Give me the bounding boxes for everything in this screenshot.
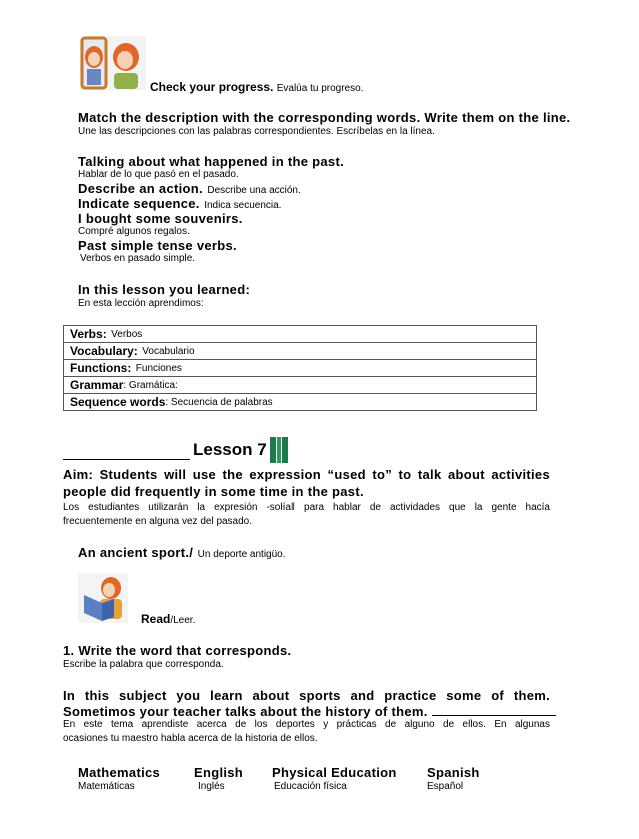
desc-5: Past simple tense verbs. [78,238,237,253]
subject-mathematics: Mathematics [78,765,161,780]
read-label [141,612,195,626]
exercise-title: 1. Write the word that corresponds. [63,643,292,658]
summary-value: Verbos [111,328,143,340]
desc-3-en: Indicate sequence. [78,196,200,211]
summary-value: : Secuencia de palabras [165,396,273,408]
subject-spanish: Spanish [427,765,480,780]
reading-girl-picture [78,573,128,623]
question-es-line-2: ocasiones tu maestro habla acerca de la historia de ellos. [63,733,318,744]
summary-value: Funciones [135,362,182,374]
desc-1: Talking about what happened in the past. [78,154,344,169]
question-line-2-text: Sometimos your teacher talks about the history of them. [63,704,428,719]
aim-line-1: Aim: Students will use the expression “used to” to talk about activities [63,467,550,482]
mirror-girls-picture [79,35,147,91]
sport-heading [78,544,286,562]
summary-row-vocabulary [64,343,536,360]
summary-label: Verbs: [70,327,107,341]
question-es-line-1: En este tema aprendiste acerca de los deportes y prácticas de alguno de ellos. En algunas [63,719,550,730]
subject-physical-education-es: Educación física [274,781,347,792]
sport-title-es: Un deporte antigüo. [197,549,286,560]
read-label-es: /Leer. [170,615,196,626]
desc-3-es: Indica secuencia. [204,200,282,211]
summary-row-functions [64,360,536,377]
sport-title: An ancient sport./ [78,545,194,560]
learned-title-es: En esta lección aprendimos: [78,298,204,309]
exercise-title-es: Escribe la palabra que corresponda. [63,659,224,670]
summary-label: Functions: [70,361,132,375]
lesson-bar-icon [270,437,290,463]
aim-es-line-1: Los estudiantes utilizarán la expresión -solía‖ para hablar de actividades que la gente hacía [63,502,550,513]
subject-mathematics-es: Matemáticas [78,781,135,792]
summary-label: Vocabulary: [70,344,138,358]
subject-english-es: Inglés [198,781,225,792]
progress-heading [150,80,363,94]
desc-2-en: Describe an action. [78,181,203,196]
aim-line-2: people did frequently in some time in the past. [63,484,364,499]
progress-title-es: Evalúa tu progreso. [276,83,364,94]
lesson-title: Lesson 7 [193,440,267,459]
subject-physical-education: Physical Education [272,765,397,780]
summary-row-verbs [64,326,536,343]
question-line-1: In this subject you learn about sports and practice some of them. [63,688,550,703]
subject-english: English [194,765,244,780]
summary-value: Vocabulario [142,345,195,357]
summary-label: Grammar [70,378,124,392]
summary-value: : Gramática: [123,379,178,391]
summary-table [63,325,537,411]
subject-spanish-es: Español [427,781,464,792]
read-label-en: Read [141,612,171,626]
aim-es-line-2: frecuentemente en alguna vez del pasado. [63,516,253,527]
match-instruction-es: Une las descripciones con las palabras correspondientes. Escríbelas en la línea. [78,126,435,137]
desc-5-es: Verbos en pasado simple. [80,253,196,264]
summary-row-sequence [64,394,536,410]
progress-title: Check your progress. [150,80,274,94]
answer-blank[interactable] [432,703,556,716]
learned-title: In this lesson you learned: [78,282,251,297]
desc-4: I bought some souvenirs. [78,211,243,226]
summary-label: Sequence words [70,395,166,409]
desc-1-es: Hablar de lo que pasó en el pasado. [78,169,239,180]
summary-row-grammar [64,377,536,394]
desc-4-es: Compré algunos regalos. [78,226,190,237]
desc-2-es: Describe una acción. [207,185,301,196]
lesson-rule [63,459,190,460]
match-instruction: Match the description with the corresponding words. Write them on the line. [78,110,571,125]
